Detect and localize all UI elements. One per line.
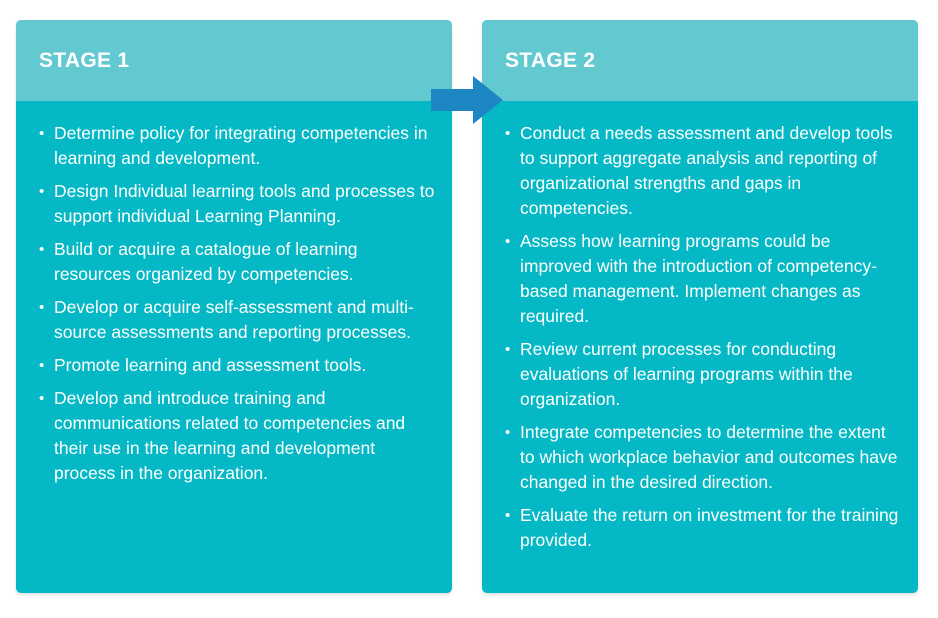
list-item-text: Develop and introduce training and communications related to competencies and their use in the learning and development process in the organization. xyxy=(54,388,406,483)
list-item-text: Assess how learning programs could be improved with the introduction of competency-based management. Implement changes as required. xyxy=(520,231,877,326)
bullet-icon: • xyxy=(505,125,511,142)
list-item xyxy=(39,179,438,229)
list-item-text: Build or acquire a catalogue of learning resources organized by competencies. xyxy=(54,239,358,284)
list-item-text: Integrate competencies to determine the extent to which workplace behavior and outcomes have changed in the desired direction. xyxy=(520,422,898,492)
right-arrow-icon xyxy=(431,76,503,124)
list-item-text: Conduct a needs assessment and develop tools to support aggregate analysis and reporting of organizational strengths and gaps in competencies. xyxy=(520,123,893,218)
list-item-text: Develop or acquire self-assessment and multi-source assessments and reporting processes. xyxy=(54,297,414,342)
bullet-icon: • xyxy=(39,125,45,142)
list-item xyxy=(505,420,904,495)
list-item xyxy=(39,121,438,171)
list-item xyxy=(505,121,904,221)
bullet-icon: • xyxy=(39,241,45,258)
stage-2-header xyxy=(482,20,918,101)
bullet-icon: • xyxy=(505,507,511,524)
bullet-icon: • xyxy=(505,424,511,441)
list-item xyxy=(505,503,904,553)
bullet-icon: • xyxy=(39,357,45,374)
bullet-icon: • xyxy=(39,390,45,407)
stage-1-title: STAGE 1 xyxy=(39,49,130,72)
stage-1-panel xyxy=(16,20,452,593)
bullet-icon: • xyxy=(505,341,511,358)
list-item xyxy=(39,295,438,345)
list-item xyxy=(505,337,904,412)
bullet-icon: • xyxy=(505,233,511,250)
list-item-text: Determine policy for integrating competencies in learning and development. xyxy=(54,123,428,168)
list-item-text: Evaluate the return on investment for the training provided. xyxy=(520,505,899,550)
list-item xyxy=(39,353,438,378)
list-item-text: Promote learning and assessment tools. xyxy=(54,355,367,375)
list-item xyxy=(39,237,438,287)
stage-2-title: STAGE 2 xyxy=(505,49,596,72)
stage-2-list xyxy=(482,101,918,553)
list-item-text: Design Individual learning tools and processes to support individual Learning Planning. xyxy=(54,181,435,226)
list-item xyxy=(505,229,904,329)
arrow-shape xyxy=(431,76,503,124)
stage-1-header xyxy=(16,20,452,101)
stage-2-panel xyxy=(482,20,918,593)
list-item-text: Review current processes for conducting evaluations of learning programs within the organization. xyxy=(520,339,853,409)
stage-1-list xyxy=(16,101,452,486)
list-item xyxy=(39,386,438,486)
bullet-icon: • xyxy=(39,299,45,316)
bullet-icon: • xyxy=(39,183,45,200)
